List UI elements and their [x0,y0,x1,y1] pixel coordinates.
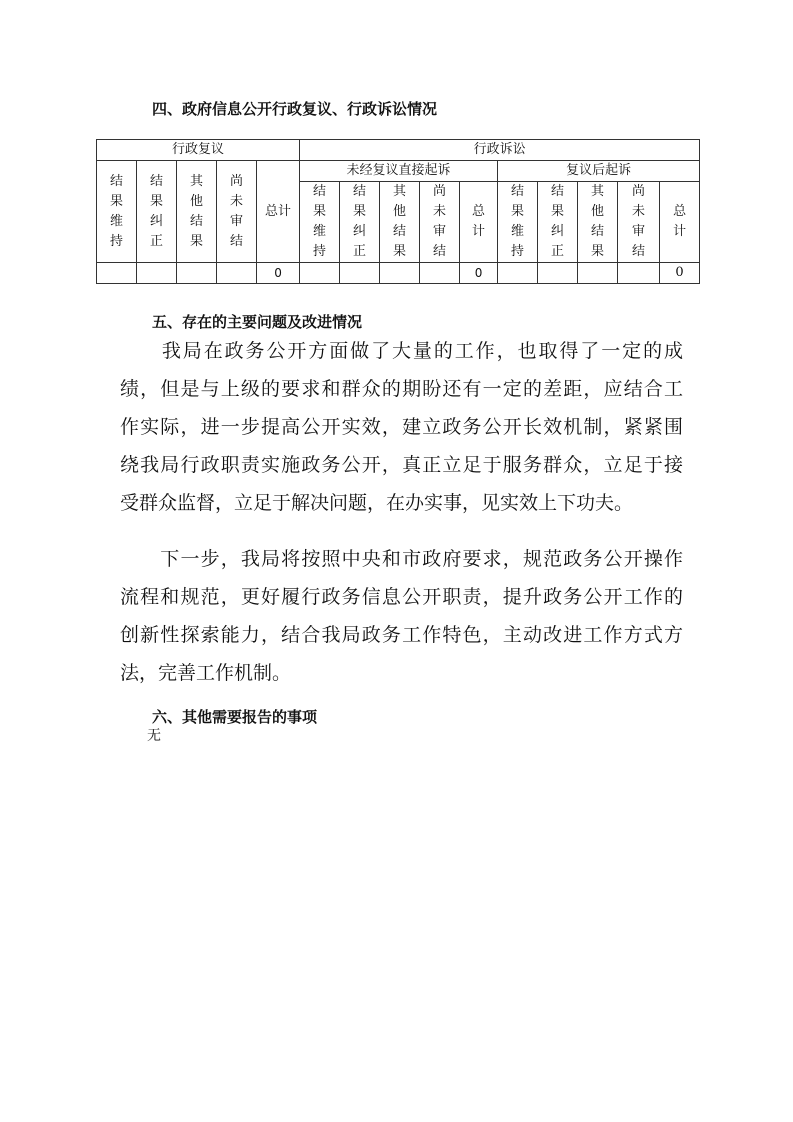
header-review-upheld: 结 果 维 持 [97,161,137,263]
cell-after-corrected [538,263,578,284]
cell-direct-other [380,263,420,284]
paragraph-line: 法，完善工作机制。 [120,662,292,684]
cell-direct-upheld [300,263,340,284]
cell-review-corrected [137,263,177,284]
header-direct-other: 其 他 结 果 [380,182,420,263]
header-after-corrected: 结 果 纠 正 [538,182,578,263]
header-admin-review: 行政复议 [97,140,300,161]
paragraph-line: 我局在政务公开方面做了大量的工作，也取得了一定的成 [120,340,683,362]
header-direct-suit: 未经复议直接起诉 [300,161,498,182]
header-review-pending: 尚 未 审 结 [217,161,257,263]
header-admin-litigation: 行政诉讼 [300,140,700,161]
header-review-total: 总计 [257,161,300,263]
paragraph-next-steps [120,540,683,692]
table-row [97,263,700,284]
cell-review-other [177,263,217,284]
paragraph-line: 流程和规范，更好履行政务信息公开职责，提升政务公开工作的 [120,586,683,608]
paragraph-problems [120,332,683,522]
section-6-title: 六、其他需要报告的事项 [152,708,318,726]
cell-direct-total: 0 [460,263,498,284]
header-after-total: 总 计 [660,182,700,263]
header-review-other: 其 他 结 果 [177,161,217,263]
cell-review-pending [217,263,257,284]
header-after-upheld: 结 果 维 持 [498,182,538,263]
cell-after-upheld [498,263,538,284]
header-after-other: 其 他 结 果 [578,182,618,263]
paragraph-line: 绩，但是与上级的要求和群众的期盼还有一定的差距，应结合工 [120,378,683,400]
cell-direct-corrected [340,263,380,284]
header-review-corrected: 结 果 纠 正 [137,161,177,263]
header-direct-pending: 尚 未 审 结 [420,182,460,263]
cell-review-total: 0 [257,263,300,284]
cell-direct-pending [420,263,460,284]
header-after-review-suit: 复议后起诉 [498,161,700,182]
paragraph-line: 创新性探索能力，结合我局政务工作特色，主动改进工作方式方 [120,624,683,646]
paragraph-line: 绕我局行政职责实施政务公开，真正立足于服务群众，立足于接 [120,454,683,476]
cell-after-pending [618,263,660,284]
cell-after-other [578,263,618,284]
header-direct-upheld: 结 果 维 持 [300,182,340,263]
cell-review-upheld [97,263,137,284]
paragraph-line: 下一步，我局将按照中央和市政府要求，规范政务公开操作 [120,548,683,570]
header-direct-corrected: 结 果 纠 正 [340,182,380,263]
header-after-pending: 尚 未 审 结 [618,182,660,263]
paragraph-line: 作实际，进一步提高公开实效，建立政务公开长效机制，紧紧围 [120,416,683,438]
section-5-title: 五、存在的主要问题及改进情况 [152,313,363,331]
section-4-title: 四、政府信息公开行政复议、行政诉讼情况 [152,100,438,118]
review-litigation-table [96,139,700,284]
cell-after-total: 0 [660,263,700,284]
header-direct-total: 总 计 [460,182,498,263]
paragraph-line: 受群众监督，立足于解决问题，在办实事，见实效上下功夫。 [120,492,634,514]
section-6-body: 无 [147,728,161,744]
